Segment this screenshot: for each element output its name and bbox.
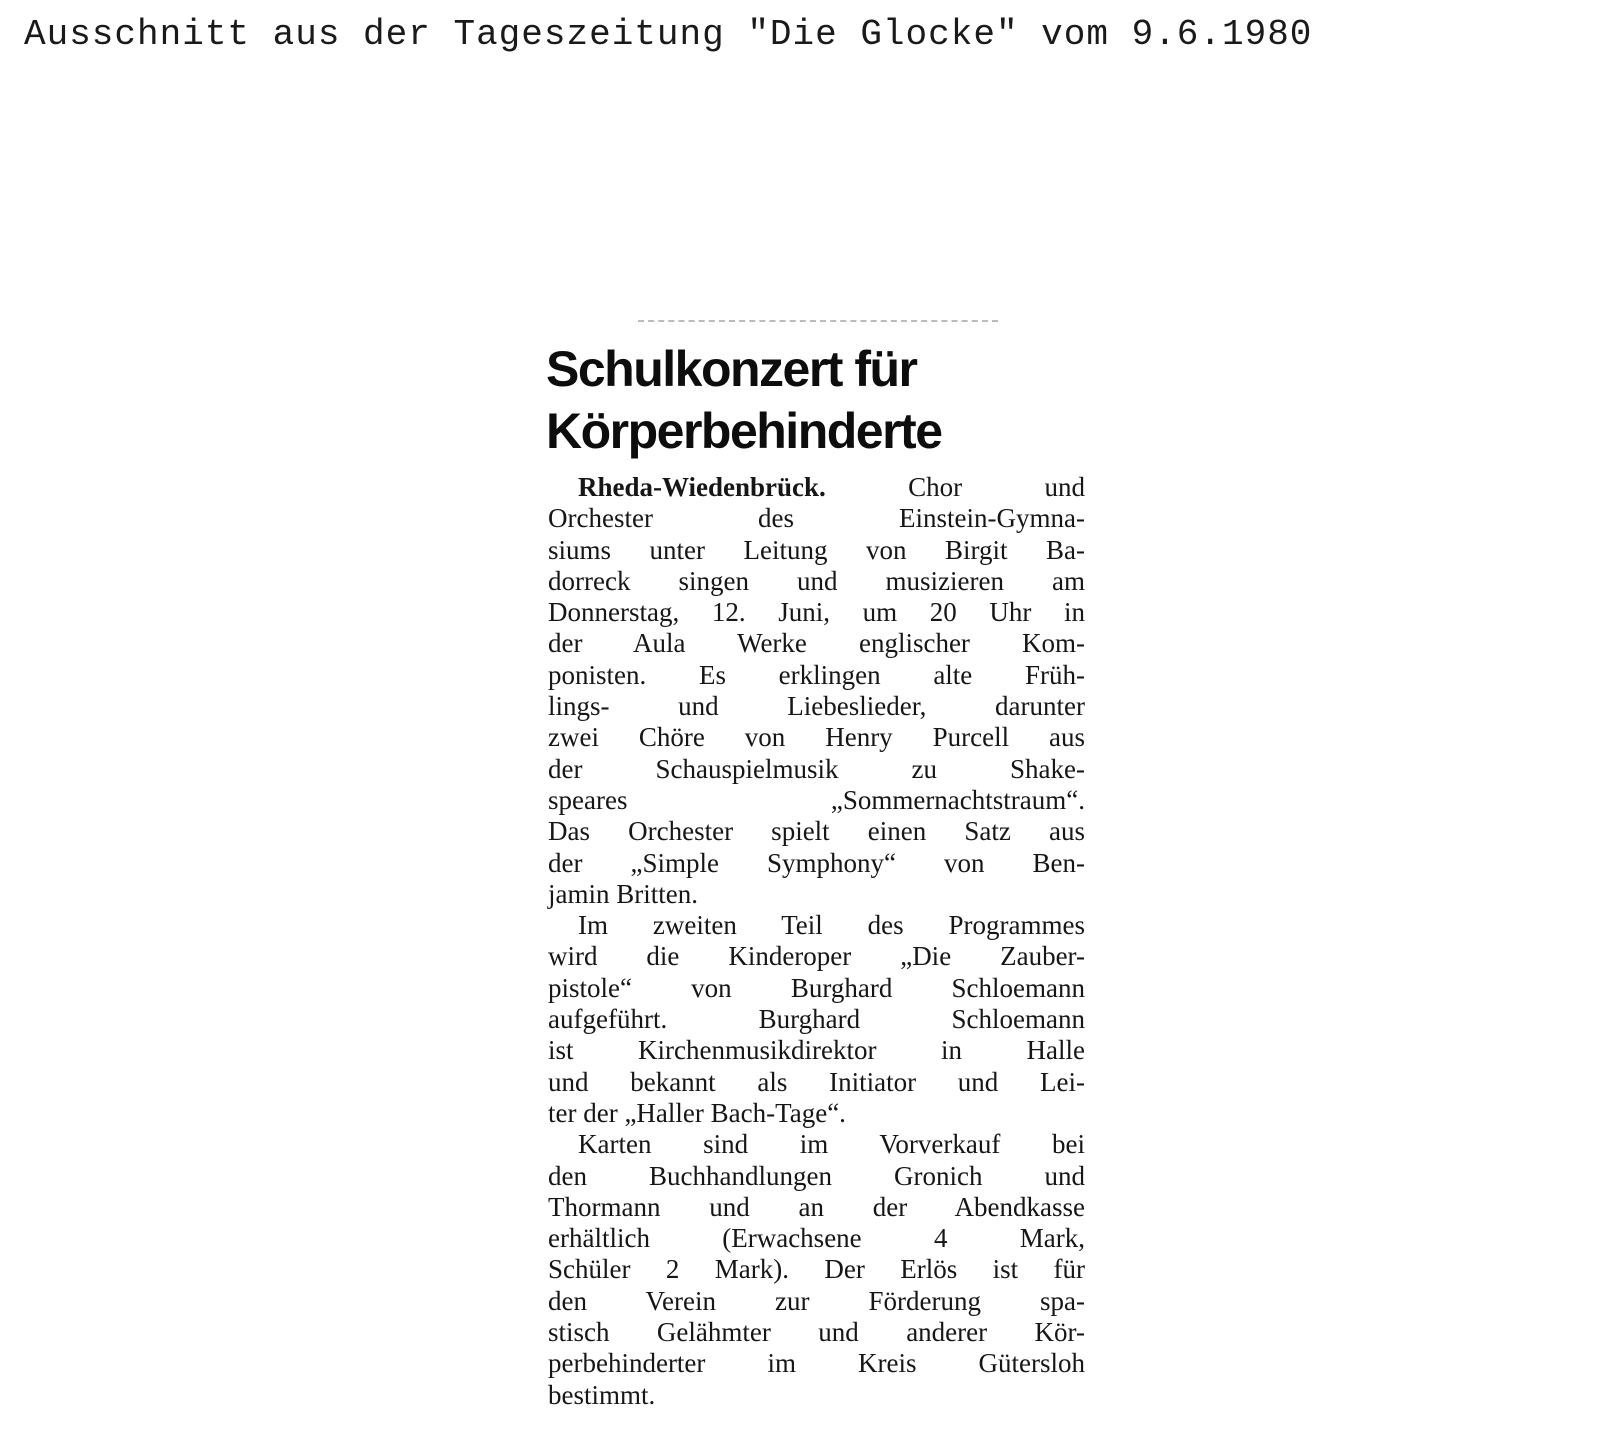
clipping-caption: Ausschnitt aus der Tageszeitung "Die Glocke" vom 9.6.1980 xyxy=(24,14,1313,55)
text-line: siums unter Leitung von Birgit Ba- xyxy=(548,534,1085,565)
text-line: Orchester des Einstein-Gymna- xyxy=(548,503,1085,534)
text-line: jamin Britten. xyxy=(548,878,698,909)
text-line: erhältlich (Erwachsene 4 Mark, xyxy=(548,1223,1085,1254)
newspaper-clipping xyxy=(548,320,1085,1411)
text-line: den Buchhandlungen Gronich und xyxy=(548,1160,1085,1191)
text-line: perbehinderter im Kreis Gütersloh xyxy=(548,1348,1085,1379)
text-line: speares „Sommernachtstraum“. xyxy=(548,784,1085,815)
text-line: Im zweiten Teil des Programmes xyxy=(578,910,1085,941)
text-line: Rheda-Wiedenbrück. Chor und xyxy=(578,472,1086,502)
text-line: ponisten. Es erklingen alte Früh- xyxy=(548,659,1085,690)
article-paragraph-2 xyxy=(548,910,1085,1129)
text-line: bestimmt. xyxy=(548,1379,656,1410)
text-line: pistole“ von Burghard Schloemann xyxy=(548,972,1085,1003)
text-line: ist Kirchenmusikdirektor in Halle xyxy=(548,1035,1085,1066)
article-headline xyxy=(546,338,1085,462)
text-line: aufgeführt. Burghard Schloemann xyxy=(548,1004,1085,1035)
text-line: wird die Kinderoper „Die Zauber- xyxy=(548,941,1085,972)
text-line: der „Simple Symphony“ von Ben- xyxy=(548,847,1085,878)
text-line: Schüler 2 Mark). Der Erlös ist für xyxy=(548,1254,1085,1285)
text-line: ter der „Haller Bach-Tage“. xyxy=(548,1097,846,1128)
article-paragraph-3 xyxy=(548,1129,1085,1411)
text-line: Donnerstag, 12. Juni, um 20 Uhr in xyxy=(548,597,1085,628)
article-dateline: Rheda-Wiedenbrück. xyxy=(578,472,826,502)
text-line: den Verein zur Förderung spa- xyxy=(548,1285,1085,1316)
headline-line: Schulkonzert für xyxy=(546,341,917,397)
text-line: der Schauspielmusik zu Shake- xyxy=(548,753,1085,784)
text-line: zwei Chöre von Henry Purcell aus xyxy=(548,722,1085,753)
text-line: lings- und Liebeslieder, darunter xyxy=(548,691,1085,722)
article-paragraph-1 xyxy=(548,472,1085,910)
text-line: dorreck singen und musizieren am xyxy=(548,565,1085,596)
text-line: Thormann und an der Abendkasse xyxy=(548,1191,1085,1222)
text-line: Karten sind im Vorverkauf bei xyxy=(578,1129,1085,1160)
text-line: Das Orchester spielt einen Satz aus xyxy=(548,816,1085,847)
clipping-top-edge xyxy=(638,320,998,324)
text-line: der Aula Werke englischer Kom- xyxy=(548,628,1085,659)
text-line: und bekannt als Initiator und Lei- xyxy=(548,1066,1085,1097)
headline-line: Körperbehinderte xyxy=(546,403,942,459)
text-line: stisch Gelähmter und anderer Kör- xyxy=(548,1317,1085,1348)
